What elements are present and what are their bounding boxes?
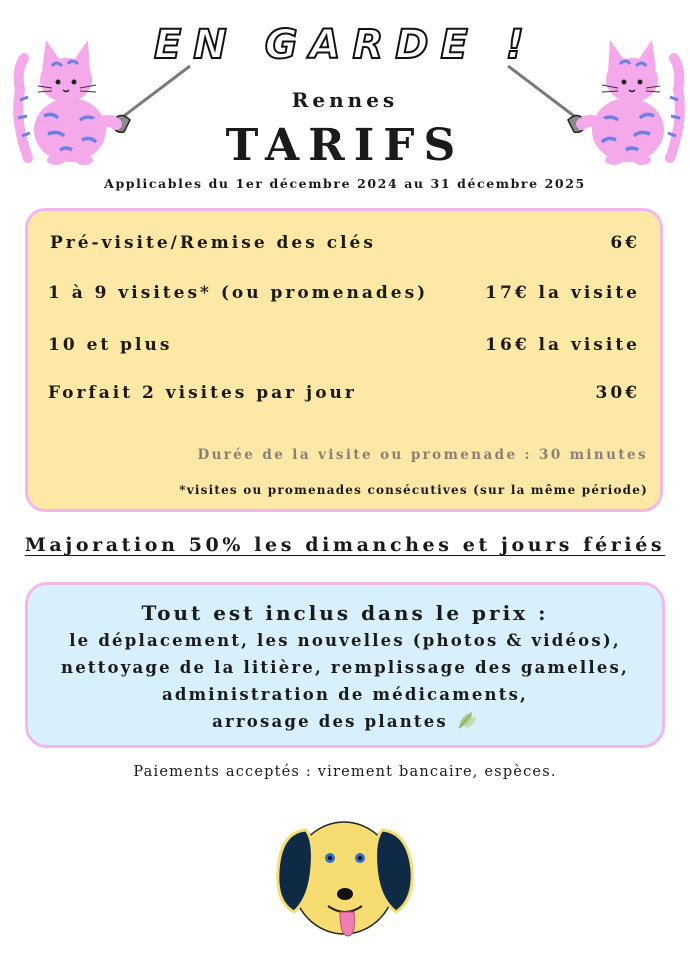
price-row-value: 17€ la visite	[485, 283, 640, 303]
leaf-icon	[456, 712, 478, 731]
footnote: *visites ou promenades consécutives (sur la même période)	[179, 483, 648, 497]
price-row	[48, 335, 640, 355]
price-row-label: 1 à 9 visites* (ou promenades)	[48, 283, 429, 303]
included-line: nettoyage de la litière, remplissage des gamelles,	[61, 658, 629, 677]
price-row-label: Forfait 2 visites par jour	[48, 383, 357, 403]
included-title: Tout est inclus dans le prix :	[141, 601, 549, 625]
price-row	[48, 383, 640, 403]
price-row	[48, 283, 640, 303]
brand-title: EN GARDE !	[153, 22, 536, 68]
dog-face-icon	[270, 812, 420, 946]
included-services-box	[25, 582, 665, 748]
price-row	[50, 233, 640, 253]
included-line-last	[28, 708, 662, 735]
payment-methods: Paiements acceptés : virement bancaire, espèces.	[133, 764, 557, 780]
included-line: arrosage des plantes	[212, 712, 448, 731]
surcharge-notice: Majoration 50% les dimanches et jours fériés	[24, 534, 666, 556]
included-line: administration de médicaments,	[161, 685, 529, 704]
visit-duration: Durée de la visite ou promenade : 30 minutes	[197, 447, 648, 463]
price-row-label: 10 et plus	[48, 335, 173, 355]
price-list-box	[25, 208, 663, 512]
page-title: TARIFS	[225, 120, 465, 171]
price-row-value: 30€	[595, 383, 640, 403]
price-row-value: 6€	[610, 233, 640, 253]
included-line: le déplacement, les nouvelles (photos & vidéos),	[69, 631, 621, 650]
validity-period: Applicables du 1er décembre 2024 au 31 décembre 2025	[104, 176, 586, 191]
price-row-label: Pré-visite/Remise des clés	[50, 233, 376, 253]
city-name: Rennes	[291, 88, 399, 112]
price-row-value: 16€ la visite	[485, 335, 640, 355]
